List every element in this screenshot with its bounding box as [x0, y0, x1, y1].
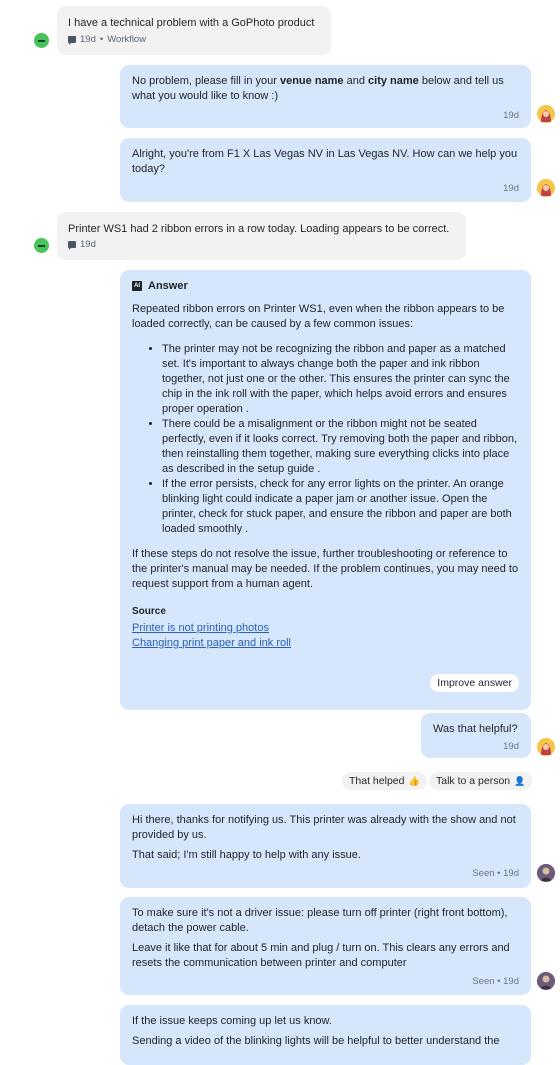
message-text: Printer WS1 had 2 ribbon errors in a row today. Loading appears to be correct. — [68, 223, 450, 235]
meta-separator: • — [99, 34, 104, 45]
message-time: 19d — [80, 34, 96, 45]
bot-avatar — [537, 738, 555, 756]
answer-outro: If these steps do not resolve the issue, further troubleshooting or reference to the printer's manual may be needed. If the problem continues, you may need to request support from a human agent. — [132, 548, 519, 590]
answer-bullets — [132, 342, 519, 537]
message-bubble-agent — [120, 897, 531, 995]
ai-answer-card — [120, 270, 531, 710]
message-text: Alright, you're from F1 X Las Vegas NV in Las Vegas NV. How can we help you today? — [132, 148, 518, 175]
answer-bullet: • The printer may not be recognizing the ribbon and paper as a matched set. It's important to always change both the paper and ink ribbon together, not just one or the other. This ensures the printer can sync the chip in the ink roll with the paper, which helps avoid errors and ensures proper operation . — [162, 342, 519, 417]
message-meta — [68, 34, 320, 45]
message-channel: Workflow — [107, 34, 147, 45]
message-text: If the issue keeps coming up let us know. — [132, 1015, 332, 1027]
answer-bullet: • There could be a misalignment or the ribbon might not be seated perfectly, even if it looks correct. Try removing both the paper and ribbon, then reinstalling them together, making sure everything clicks into place as described in the setup guide . — [162, 417, 519, 477]
message-bubble-bot — [120, 65, 531, 128]
message-meta — [68, 239, 455, 250]
message-bubble-user — [57, 6, 331, 55]
message-status: Seen • 19d — [472, 868, 519, 879]
user-avatar — [34, 33, 49, 48]
message-bubble-bot — [120, 138, 531, 202]
quick-reply-helped[interactable]: That helped 👍 — [342, 772, 427, 790]
answer-bullet: • If the error persists, check for any error lights on the printer. An orange blinking light could indicate a paper jam or another issue. Open the printer, check for stuck paper, and ensure the ribbon and paper are both loaded smoothly . — [162, 477, 519, 537]
message-bubble-agent — [120, 1005, 531, 1065]
answer-title: Answer — [148, 280, 188, 292]
agent-avatar — [537, 972, 555, 990]
source-link[interactable]: Printer is not printing photos — [132, 622, 269, 634]
chat-icon — [68, 36, 76, 43]
message-text: I have a technical problem with a GoPhoto product — [68, 17, 315, 29]
message-bubble-user — [57, 212, 466, 260]
user-avatar — [34, 238, 49, 253]
message-time: 19d — [80, 239, 96, 250]
person-icon: 👤 — [514, 775, 526, 786]
source-label: Source — [132, 606, 166, 617]
message-status: Seen • 19d — [472, 976, 519, 987]
message-text: Sending a video of the blinking lights will be helpful to better understand the — [132, 1035, 500, 1047]
answer-header — [132, 280, 519, 292]
answer-intro: Repeated ribbon errors on Printer WS1, even when the ribbon appears to be loaded correctly, can be caused by a few common issues: — [132, 303, 505, 330]
bot-avatar — [537, 179, 555, 197]
message-time: 19d — [503, 741, 519, 752]
ai-icon: AI — [134, 283, 140, 289]
message-text: Leave it like that for about 5 min and plug / turn on. This clears any errors and resets the communication between printer and computer — [132, 942, 510, 969]
improve-answer-button[interactable]: Improve answer — [430, 674, 519, 692]
thumbs-up-icon: 👍 — [408, 775, 420, 786]
quick-reply-talk-to-person[interactable]: Talk to a person 👤 — [429, 772, 532, 790]
message-text: That said; I'm still happy to help with any issue. — [132, 849, 361, 861]
bot-avatar — [537, 105, 555, 123]
message-text: No problem, please fill in your venue name and city name below and tell us what you would like to know :) — [132, 75, 504, 102]
message-time: 19d — [503, 110, 519, 121]
message-text: Hi there, thanks for notifying us. This printer was already with the show and not provided by us. — [132, 814, 516, 841]
agent-avatar — [537, 864, 555, 882]
message-time: 19d — [503, 183, 519, 194]
message-text: To make sure it's not a driver issue: please turn off printer (right front bottom), detach the power cable. — [132, 907, 508, 934]
chat-icon — [68, 241, 76, 248]
source-link[interactable]: Changing print paper and ink roll — [132, 637, 291, 649]
message-bubble-agent — [120, 804, 531, 888]
message-text: Was that helpful? — [433, 723, 518, 735]
message-bubble-bot — [421, 713, 531, 758]
